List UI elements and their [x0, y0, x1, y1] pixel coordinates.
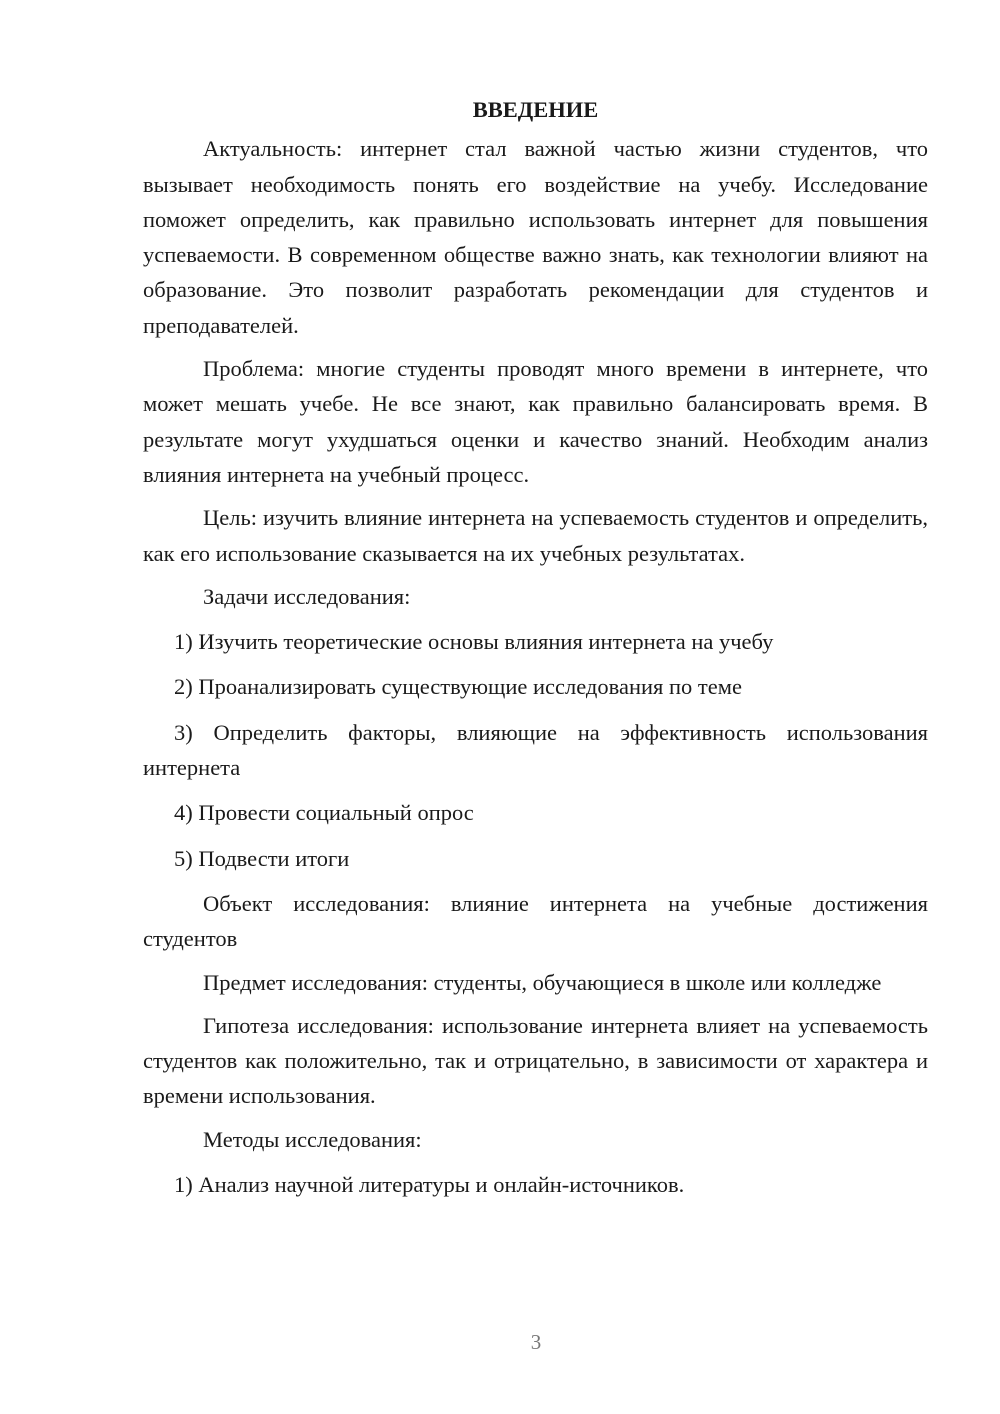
hypothesis-paragraph: Гипотеза исследования: использование интернета влияет на успеваемость студентов как положительно, так и отрицательно, в зависимости от характера и времени использования. — [143, 1012, 928, 1109]
relevance-paragraph: Актуальность: интернет стал важной частью жизни студентов, что вызывает необходимость понять его воздействие на учебу. Исследование поможет определить, как правильно использовать интернет для повышения успеваемости. В современном обществе важно знать, как технологии влияют на образование. Это позволит разработать рекомендации для студентов и преподавателей. — [143, 136, 928, 338]
methods-heading: Методы исследования: — [203, 1126, 422, 1152]
object-paragraph: Объект исследования: влияние интернета на учебные достижения студентов — [143, 890, 928, 952]
task-item-1: 1) Изучить теоретические основы влияния интернета на учебу — [174, 629, 774, 655]
task-item-3: 3) Определить факторы, влияющие на эффективность использования интернета — [143, 719, 928, 781]
subject-paragraph: Предмет исследования: студенты, обучающиеся в школе или колледже — [203, 969, 882, 995]
problem-paragraph: Проблема: многие студенты проводят много времени в интернете, что может мешать учебе. Не все знают, как правильно балансировать время. В результате могут ухудшаться оценки и качество знаний. Необходим анализ влияния интернета на учебный процесс. — [143, 356, 928, 487]
tasks-heading: Задачи исследования: — [203, 583, 411, 609]
task-item-2: 2) Проанализировать существующие исследования по теме — [174, 674, 742, 700]
goal-paragraph: Цель: изучить влияние интернета на успеваемость студентов и определить, как его использование сказывается на их учебных результатах. — [143, 505, 928, 566]
page-title: ВВЕДЕНИЕ — [472, 97, 599, 122]
method-item-1: 1) Анализ научной литературы и онлайн-источников. — [174, 1172, 685, 1198]
page-number: 3 — [530, 1330, 542, 1354]
document-body — [143, 92, 928, 1212]
task-item-5: 5) Подвести итоги — [174, 845, 350, 871]
task-item-4: 4) Провести социальный опрос — [174, 800, 474, 826]
